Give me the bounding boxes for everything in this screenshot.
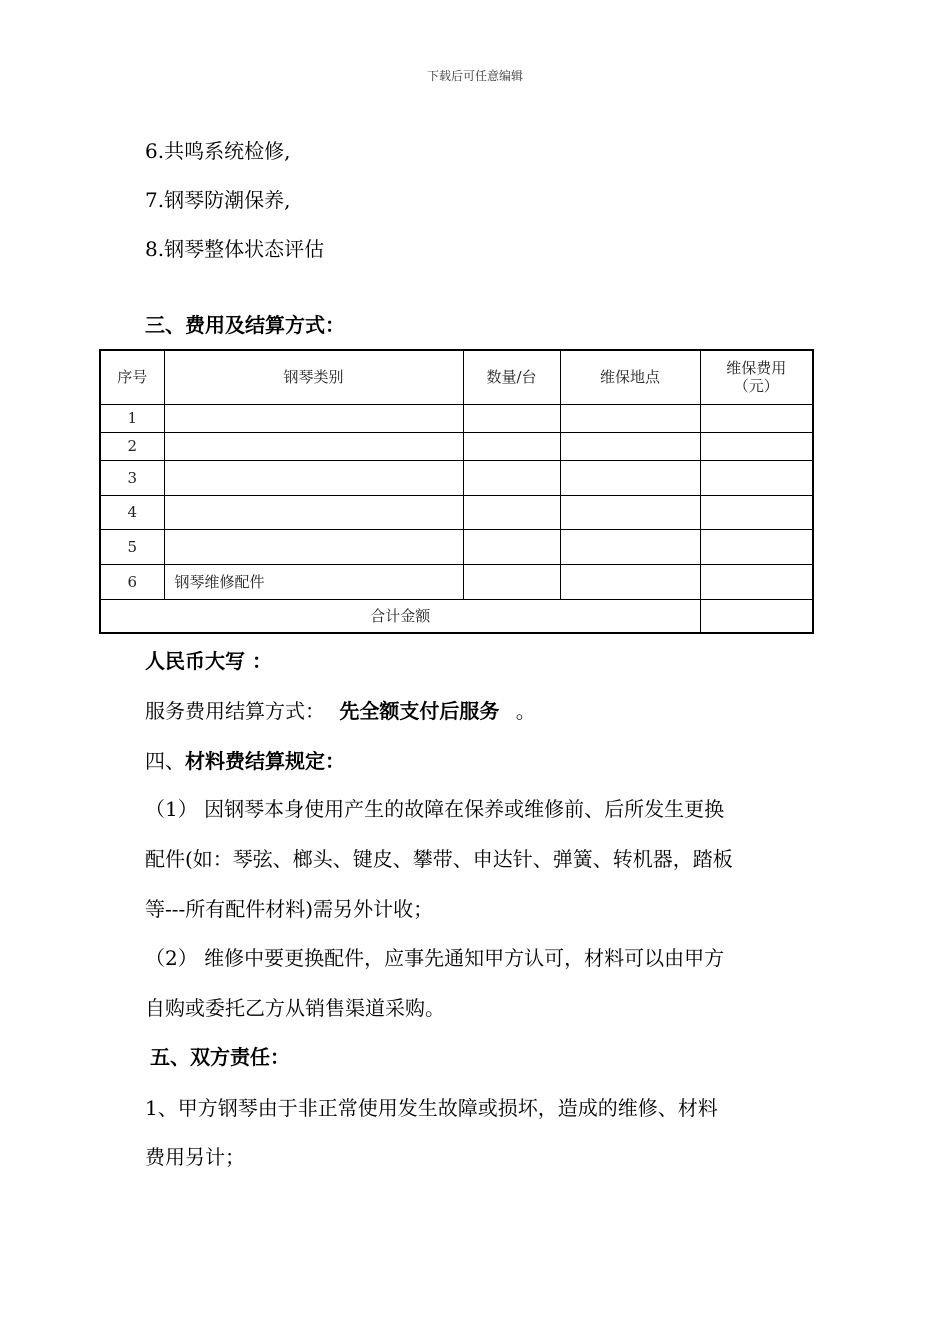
header-note: 下载后可任意编辑 — [426, 69, 523, 83]
row-category — [164, 460, 463, 495]
row-fee — [700, 529, 813, 564]
row-location — [560, 529, 700, 564]
row-seq: 1 — [100, 404, 164, 432]
row-fee — [700, 432, 813, 460]
settlement-line — [145, 699, 536, 723]
para2-line2: 自购或委托乙方从销售渠道采购。 — [145, 996, 445, 1020]
table-header-row — [100, 350, 813, 404]
row-category — [164, 404, 463, 432]
row-fee — [700, 564, 813, 599]
header-seq: 序号 — [100, 350, 164, 404]
row-category — [164, 495, 463, 529]
header-category: 钢琴类别 — [164, 350, 463, 404]
row-location — [560, 432, 700, 460]
row-seq: 3 — [100, 460, 164, 495]
section4-heading: 材料费结算规定： — [185, 749, 345, 773]
settlement-end: 。 — [515, 699, 536, 723]
row-category — [164, 529, 463, 564]
para3-line2: 费用另计； — [145, 1145, 245, 1169]
settlement-label: 服务费用结算方式： — [145, 699, 325, 723]
para1-line2: 配件(如：琴弦、榔头、键皮、攀带、申达针、弹簧、转机器，踏板 — [145, 847, 733, 871]
row-location — [560, 495, 700, 529]
list-item-6: 6.共鸣系统检修, — [145, 139, 291, 163]
total-label: 合计金额 — [100, 599, 700, 633]
section5-title: 五、双方责任： — [150, 1045, 290, 1069]
row-seq: 2 — [100, 432, 164, 460]
row-seq: 6 — [100, 564, 164, 599]
rmb-label: 人民币大写 ： — [145, 649, 272, 673]
para1-line3: 等---所有配件材料)需另外计收； — [145, 897, 434, 921]
header-fee-line1: 维保费用 — [726, 359, 787, 378]
settlement-value: 先全额支付后服务 — [339, 699, 500, 723]
row-fee — [700, 460, 813, 495]
row-qty — [463, 404, 560, 432]
table-row — [100, 529, 813, 564]
row-location — [560, 564, 700, 599]
para3-line1: 1、甲方钢琴由于非正常使用发生故障或损坏，造成的维修、材料 — [145, 1096, 718, 1120]
row-qty — [463, 529, 560, 564]
header-location: 维保地点 — [560, 350, 700, 404]
row-qty — [463, 460, 560, 495]
para2-line1: （2） 维修中要更换配件，应事先通知甲方认可，材料可以由甲方 — [145, 946, 725, 970]
row-location — [560, 404, 700, 432]
section4-title — [145, 749, 345, 773]
table-row — [100, 432, 813, 460]
total-fee — [700, 599, 813, 633]
fee-table — [99, 349, 814, 634]
table-row — [100, 404, 813, 432]
row-category: 钢琴维修配件 — [164, 564, 463, 599]
table-total-row — [100, 599, 813, 633]
row-seq: 4 — [100, 495, 164, 529]
header-fee-line2: （元） — [733, 377, 779, 396]
row-seq: 5 — [100, 529, 164, 564]
section3-title: 三、费用及结算方式： — [145, 313, 345, 337]
table-row — [100, 495, 813, 529]
row-location — [560, 460, 700, 495]
para1-line1: （1） 因钢琴本身使用产生的故障在保养或维修前、后所发生更换 — [145, 797, 725, 821]
header-qty: 数量/台 — [463, 350, 560, 404]
list-item-7: 7.钢琴防潮保养, — [145, 188, 291, 212]
row-qty — [463, 564, 560, 599]
row-qty — [463, 432, 560, 460]
table-row — [100, 460, 813, 495]
row-fee — [700, 404, 813, 432]
list-item-8: 8.钢琴整体状态评估 — [145, 237, 325, 261]
table-row — [100, 564, 813, 599]
row-qty — [463, 495, 560, 529]
header-fee — [700, 350, 813, 404]
section4-prefix: 四、 — [145, 749, 185, 773]
row-category — [164, 432, 463, 460]
row-fee — [700, 495, 813, 529]
